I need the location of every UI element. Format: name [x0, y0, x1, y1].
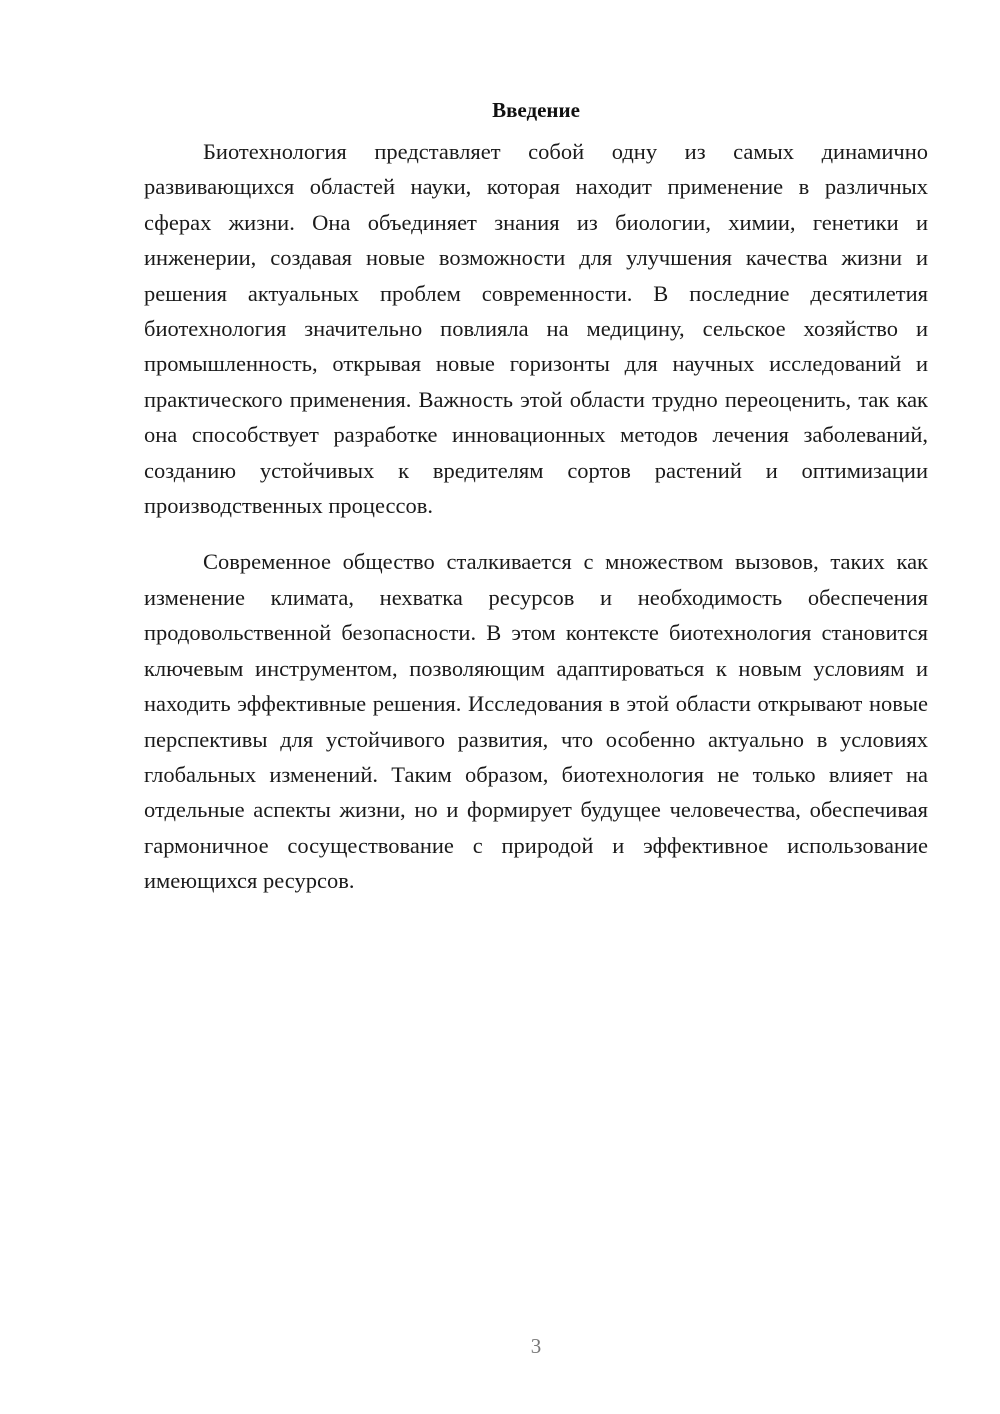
paragraph-2: Современное общество сталкивается с множеством вызовов, таких как изменение климата, нехватка ресурсов и необходимость обеспечения продовольственной безопасности. В этом контексте биотехнология становится ключевым инструментом, позволяющим адаптироваться к новым условиям и находить эффективные решения. Исследования в этой области открывают новые перспективы для устойчивого развития, что особенно актуально в условиях глобальных изменений. Таким образом, биотехнология не только влияет на отдельные аспекты жизни, но и формирует будущее человечества, обеспечивая гармоничное сосуществование с природой и эффективное использование имеющихся ресурсов. [144, 549, 928, 894]
section-heading: Введение [492, 98, 580, 122]
paragraph-1: Биотехнология представляет собой одну из самых динамично развивающихся областей науки, которая находит применение в различных сферах жизни. Она объединяет знания из биологии, химии, генетики и инженерии, создавая новые возможности для улучшения качества жизни и решения актуальных проблем современности. В последние десятилетия биотехнология значительно повлияла на медицину, сельское хозяйство и промышленность, открывая новые горизонты для научных исследований и практического применения. Важность этой области трудно переоценить, так как она способствует разработке инновационных методов лечения заболеваний, созданию устойчивых к вредителям сортов растений и оптимизации производственных процессов. [144, 139, 928, 519]
page-content [144, 92, 928, 899]
page-number: 3 [530, 1334, 542, 1358]
